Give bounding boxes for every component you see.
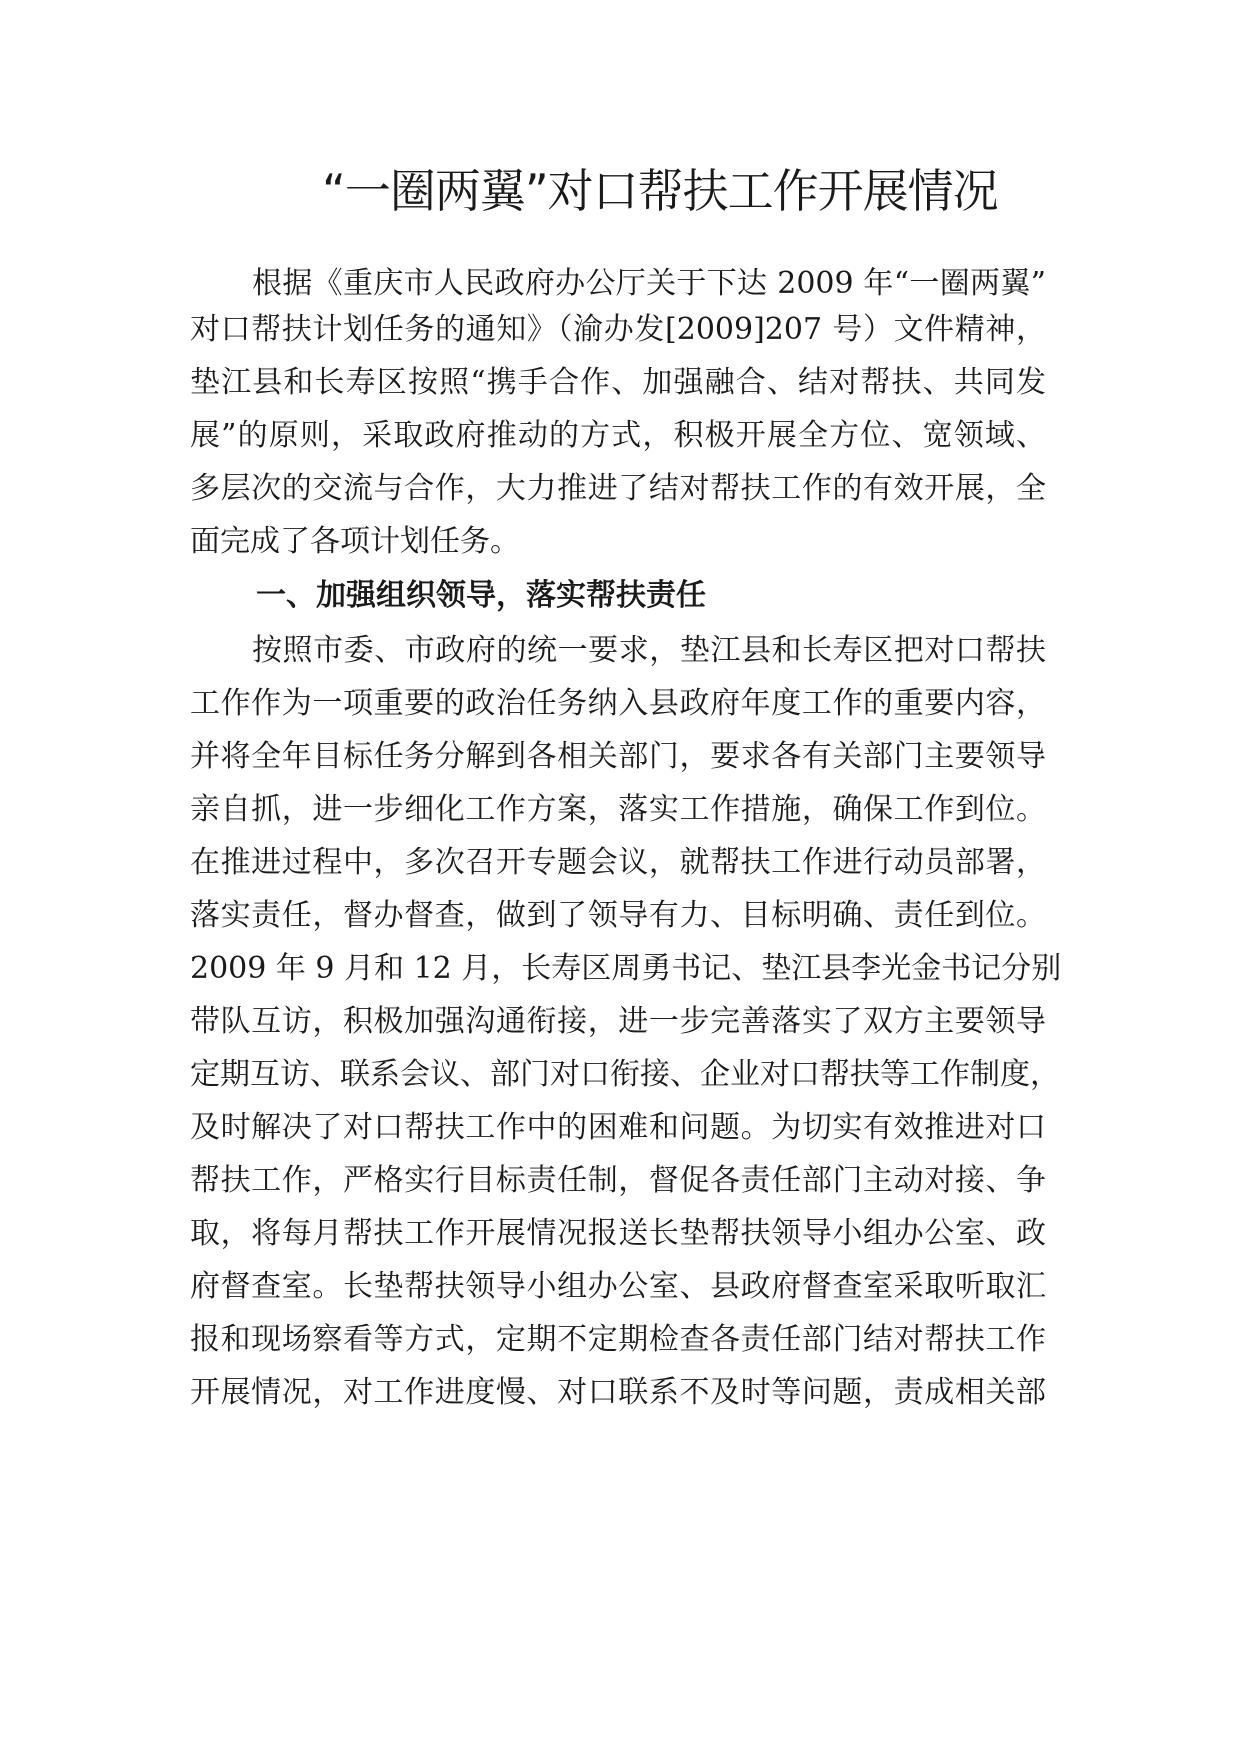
paragraph-line: 垫江县和长寿区按照“携手合作、加强融合、结对帮扶、共同发 xyxy=(190,365,1046,400)
paragraph-line: 工作作为一项重要的政治任务纳入县政府年度工作的重要内容， xyxy=(190,686,1046,721)
paragraph-line: 及时解决了对口帮扶工作中的困难和问题。为切实有效推进对口 xyxy=(190,1110,1046,1145)
paragraph-line: 面完成了各项计划任务。 xyxy=(190,524,520,559)
paragraph-line: 并将全年目标任务分解到各相关部门，要求各有关部门主要领导 xyxy=(190,739,1046,774)
section-heading: 一、加强组织领导，落实帮扶责任 xyxy=(256,578,706,613)
paragraph-line: 定期互访、联系会议、部门对口衔接、企业对口帮扶等工作制度， xyxy=(190,1057,1060,1092)
paragraph-line: 亲自抓，进一步细化工作方案，落实工作措施，确保工作到位。 xyxy=(190,792,1046,827)
document-title: “一圈两翼”对口帮扶工作开展情况 xyxy=(322,164,998,218)
paragraph-line: 帮扶工作，严格实行目标责任制，督促各责任部门主动对接、争 xyxy=(190,1163,1046,1198)
paragraph-line: 落实责任，督办督查，做到了领导有力、目标明确、责任到位。 xyxy=(190,898,1046,933)
paragraph-line: 根据《重庆市人民政府办公厅关于下达 2009 年“一圈两翼” xyxy=(252,266,1046,301)
paragraph-line: 对口帮扶计划任务的通知》（渝办发[2009]207 号）文件精神， xyxy=(190,312,1046,347)
paragraph-line: 按照市委、市政府的统一要求，垫江县和长寿区把对口帮扶 xyxy=(252,633,1046,668)
paragraph-line: 在推进过程中，多次召开专题会议，就帮扶工作进行动员部署， xyxy=(190,845,1046,880)
paragraph-line: 带队互访，积极加强沟通衔接，进一步完善落实了双方主要领导 xyxy=(190,1004,1046,1039)
paragraph-line: 多层次的交流与合作，大力推进了结对帮扶工作的有效开展，全 xyxy=(190,471,1046,506)
paragraph-line: 取，将每月帮扶工作开展情况报送长垫帮扶领导小组办公室、政 xyxy=(190,1216,1046,1251)
paragraph-line: 府督查室。长垫帮扶领导小组办公室、县政府督查室采取听取汇 xyxy=(190,1269,1046,1304)
paragraph-line: 2009 年 9 月和 12 月，长寿区周勇书记、垫江县李光金书记分别 xyxy=(190,951,1062,986)
paragraph-line: 展”的原则，采取政府推动的方式，积极开展全方位、宽领域、 xyxy=(190,418,1046,453)
paragraph-line: 报和现场察看等方式，定期不定期检查各责任部门结对帮扶工作 xyxy=(190,1322,1046,1357)
paragraph-line: 开展情况，对工作进度慢、对口联系不及时等问题，责成相关部 xyxy=(190,1375,1046,1410)
